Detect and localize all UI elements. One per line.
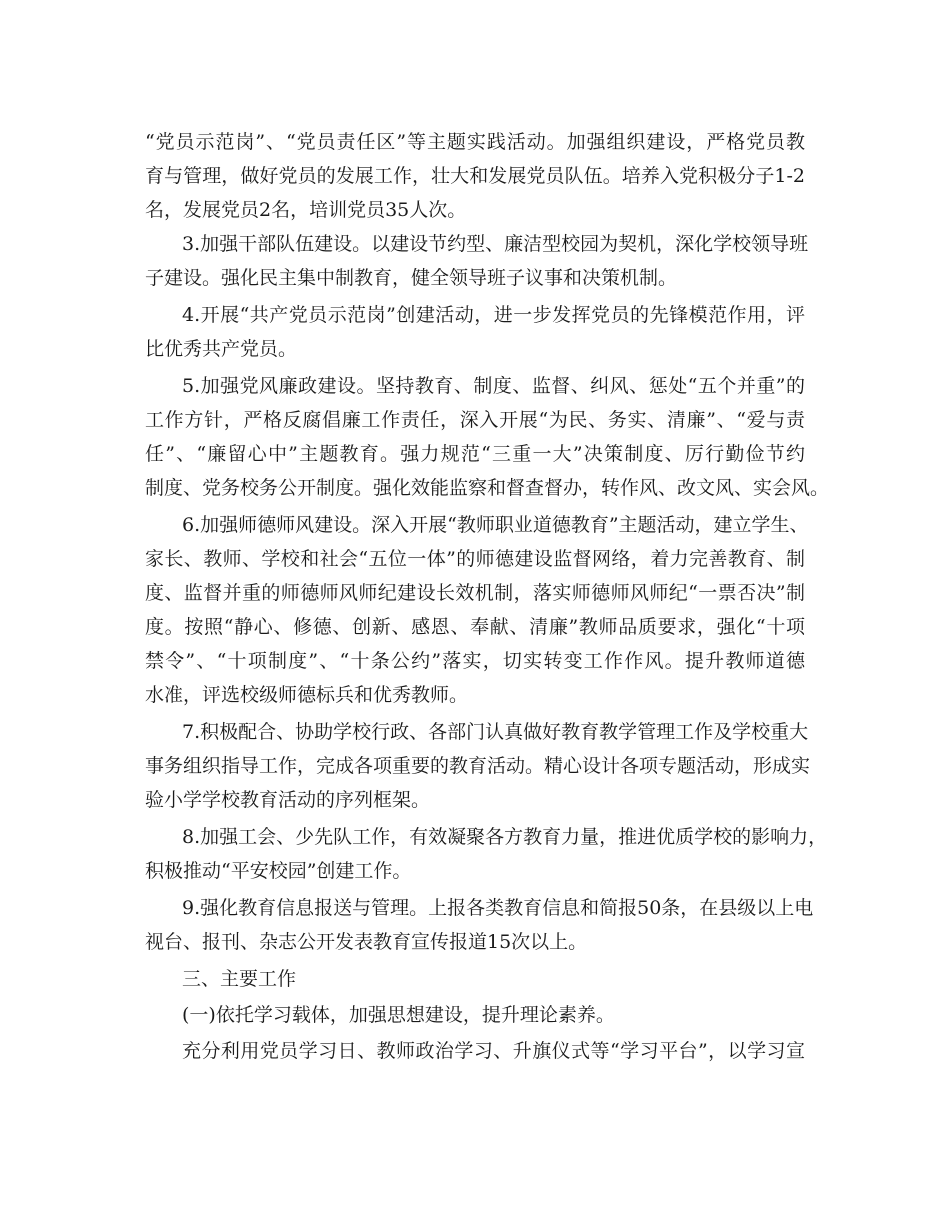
paragraph-line: 禁令”、“十项制度”、“十条公约”落实，切实转变工作作风。提升教师道德 <box>145 650 805 672</box>
paragraph-line: 3.加强干部队伍建设。以建设节约型、廉洁型校园为契机，深化学校领导班 <box>182 233 809 255</box>
paragraph-line: 4.开展“共产党员示范岗”创建活动，进一步发挥党员的先锋模范作用，评 <box>182 304 805 326</box>
paragraph-line: “党员示范岗”、“党员责任区”等主题实践活动。加强组织建设，严格党员教 <box>145 131 805 153</box>
paragraph-line: 家长、教师、学校和社会“五位一体”的师德建设监督网络，着力完善教育、制 <box>145 548 805 570</box>
paragraph-line: 5.加强党风廉政建设。坚持教育、制度、监督、纠风、惩处“五个并重”的 <box>182 375 805 397</box>
paragraph-line: 任”、“廉留心中”主题教育。强力规范“三重一大”决策制度、厉行勤俭节约 <box>145 443 805 465</box>
paragraph-line: 8.加强工会、少先队工作，有效凝聚各方教育力量，推进优质学校的影响力， <box>182 826 828 848</box>
paragraph-line: 7.积极配合、协助学校行政、各部门认真做好教育教学管理工作及学校重大 <box>182 721 809 743</box>
paragraph-line: 制度、党务校务公开制度。强化效能监察和督查督办，转作风、改文风、实会风。 <box>145 477 830 499</box>
paragraph-line: 充分利用党员学习日、教师政治学习、升旗仪式等“学习平台”，以学习宣 <box>182 1040 805 1062</box>
paragraph-line: 育与管理，做好党员的发展工作，壮大和发展党员队伍。培养入党积极分子1-2 <box>145 165 805 187</box>
paragraph-line: 名，发展党员2名，培训党员35人次。 <box>145 199 467 221</box>
paragraph-line: 事务组织指导工作，完成各项重要的教育活动。精心设计各项专题活动，形成实 <box>145 755 811 777</box>
paragraph-line: 子建设。强化民主集中制教育，健全领导班子议事和决策机制。 <box>145 267 678 289</box>
paragraph-line: 积极推动“平安校园”创建工作。 <box>145 860 412 882</box>
paragraph-line: 6.加强师德师风建设。深入开展“教师职业道德教育”主题活动，建立学生、 <box>182 514 809 536</box>
section-heading: 三、主要工作 <box>182 968 297 990</box>
paragraph-line: 比优秀共产党员。 <box>145 338 298 360</box>
paragraph-line: 工作方针，严格反腐倡廉工作责任，深入开展“为民、务实、清廉”、“爱与责 <box>145 409 805 431</box>
paragraph-line: 验小学学校教育活动的序列框架。 <box>145 789 431 811</box>
paragraph-line: 度、监督并重的师德师风师纪建设长效机制，落实师德师风师纪“一票否决”制 <box>145 582 805 604</box>
paragraph-line: 视台、报刊、杂志公开发表教育宣传报道15次以上。 <box>145 931 588 953</box>
paragraph-line: 9.强化教育信息报送与管理。上报各类教育信息和简报50条，在县级以上电 <box>182 897 814 919</box>
paragraph-line: 水准，评选校级师德标兵和优秀教师。 <box>145 684 469 706</box>
paragraph-line: 度。按照“静心、修德、创新、感恩、奉献、清廉”教师品质要求，强化“十项 <box>145 616 805 638</box>
subsection-heading: (一)依托学习载体，加强思想建设，提升理论素养。 <box>182 1004 615 1026</box>
